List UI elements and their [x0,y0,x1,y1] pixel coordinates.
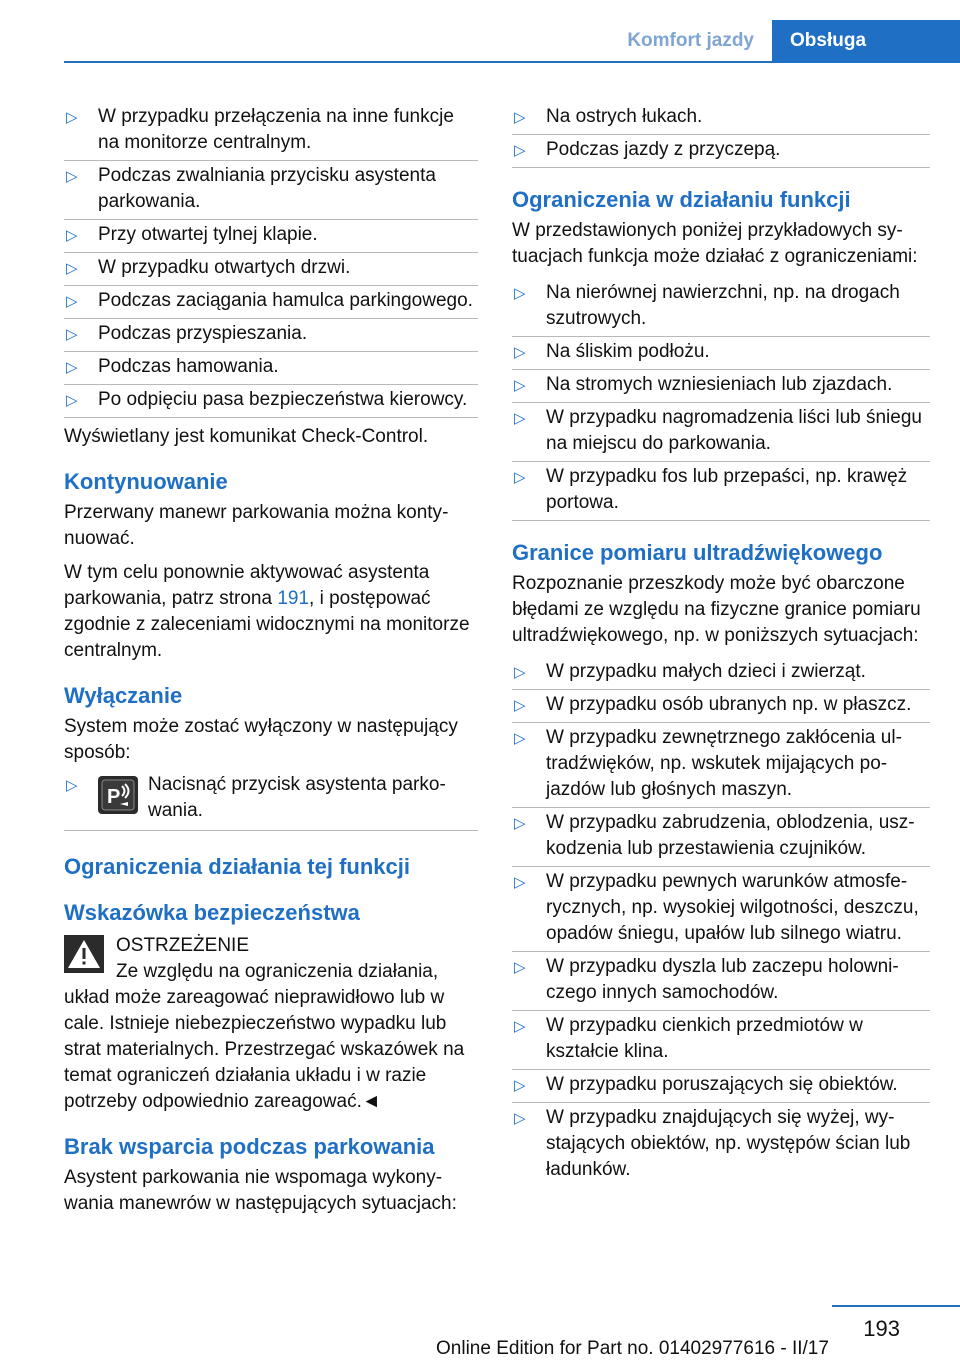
list-item: ▷ W przypadku cienkich przedmiotów w kształcie klina. [512,1011,930,1070]
list-item: ▷ W przypadku fos lub przepaści, np. krawęż portowa. [512,462,930,521]
list-item: ▷ Na stromych wzniesieniach lub zjazdach. [512,370,930,403]
warning-triangle-icon [64,935,104,973]
limitations-list [512,278,930,521]
warning-text: układ może zareagować nieprawidłowo lub w cale. Istnieje niebezpieczeństwo wypadku lub strat materialnych. Przestrzegać wskazówek na temat ograniczeń działania układu i w razie potrzeby odpowiednio zareagować.◄ [64,987,465,1112]
list-item: ▷ Przy otwartej tylnej klapie. [64,220,478,253]
list-item: ▷ W przypadku zabrudzenia, oblodzenia, uszkodzenia lub przestawienia czujników. [512,808,930,867]
paragraph: Asystent parkowania nie wspomaga wykonywania manewrów w następujących sytuacjach: [64,1167,457,1214]
list-item: ▷ W przypadku przełączenia na inne funkcje na monitorze centralnym. [64,102,478,161]
bullet-triangle-icon: ▷ [514,1110,526,1127]
list-item: ▷ Podczas hamowania. [64,352,478,385]
warning-box [64,933,478,985]
list-item: ▷ P Nacisnąć przycisk asystenta parkowania. [64,770,478,831]
bullet-triangle-icon: ▷ [514,142,526,159]
bullet-triangle-icon: ▷ [66,326,78,343]
page-reference-link[interactable]: 191 [277,588,310,609]
bullet-triangle-icon: ▷ [514,874,526,891]
header-rule [64,61,960,63]
list-item: ▷ W przypadku zewnętrznego zakłócenia ultradźwięków, np. wskutek mijających pojazdów lub głośnych maszyn. [512,723,930,808]
heading-granice-pomiaru: Granice pomiaru ultradźwiękowego [512,540,883,565]
right-column [512,102,930,1187]
park-assist-button-icon [98,776,138,814]
heading-brak-wsparcia: Brak wsparcia podczas parkowania [64,1134,435,1159]
bullet-triangle-icon: ▷ [514,1018,526,1035]
list-item: ▷ Podczas przyspieszania. [64,319,478,352]
bullet-triangle-icon: ▷ [514,664,526,681]
warning-title: OSTRZEŻENIE [116,935,250,956]
heading-ograniczenia: Ograniczenia działania tej funkcji [64,854,410,879]
bullet-triangle-icon: ▷ [66,109,78,126]
bullet-triangle-icon: ▷ [514,959,526,976]
bullet-triangle-icon: ▷ [514,344,526,361]
edition-text: Online Edition for Part no. 01402977616 - II/17 [436,1338,829,1359]
cancel-conditions-list [64,102,478,418]
header-chapter: Obsługa [772,20,960,62]
bullet-triangle-icon: ▷ [514,815,526,832]
bullet-triangle-icon: ▷ [514,1077,526,1094]
list-item: ▷ Podczas zwalniania przycisku asystenta parkowania. [64,161,478,220]
header-section: Komfort jazdy [627,30,754,51]
heading-wskazowka: Wskazówka bezpieczeństwa [64,900,360,925]
list-item: ▷ Na śliskim podłożu. [512,337,930,370]
list-item: ▷ W przypadku nagromadzenia liści lub śniegu na miejscu do parkowania. [512,403,930,462]
svg-text:P: P [107,786,121,808]
page-header [609,20,960,62]
bullet-triangle-icon: ▷ [66,168,78,185]
list-item: ▷ Na nierównej nawierzchni, np. na drogach szutrowych. [512,278,930,337]
bullet-triangle-icon: ▷ [514,730,526,747]
bullet-triangle-icon: ▷ [66,359,78,376]
page-number: 193 [863,1316,900,1341]
bullet-triangle-icon: ▷ [514,377,526,394]
list-item: ▷ Na ostrych łukach. [512,102,930,135]
no-support-list [512,102,930,168]
paragraph: System może zostać wyłączony w następujący sposób: [64,716,458,763]
list-item: ▷ W przypadku dyszla lub zaczepu holowniczego innych samochodów. [512,952,930,1011]
bullet-triangle-icon: ▷ [66,293,78,310]
list-item: ▷ W przypadku osób ubranych np. w płaszcz. [512,690,930,723]
bullet-triangle-icon: ▷ [514,697,526,714]
bullet-triangle-icon: ▷ [514,285,526,302]
warning-first-line: Ze względu na ograniczenia działania, [116,961,439,982]
paragraph: Rozpoznanie przeszkody może być obarczone błędami ze względu na fizyczne granice pomiaru ultradźwiękowego, np. w poniższych sytuacjach: [512,573,921,646]
footer-rule [832,1305,960,1307]
heading-wylaczanie: Wyłączanie [64,683,183,708]
bullet-triangle-icon: ▷ [514,410,526,427]
list-item: ▷ W przypadku znajdujących się wyżej, wystających obiektów, np. występów ścian lub ładunków. [514,1107,911,1180]
paragraph: W tym celu ponownie aktywować asystenta parkowania, patrz strona 191, i postępować zgodnie z zaleceniami widocznymi na monitorze centralnym. [64,562,470,661]
bullet-triangle-icon: ▷ [66,227,78,244]
ultrasonic-limits-list [512,657,930,1187]
check-control-text: Wyświetlany jest komunikat Check-Control. [64,426,429,447]
bullet-triangle-icon: ▷ [514,109,526,126]
list-item: ▷ W przypadku małych dzieci i zwierząt. [512,657,930,690]
list-item: ▷ W przypadku pewnych warunków atmosferycznych, np. wysokiej wilgotności, deszczu, opadów śniegu, upałów lub silnego wiatru. [512,867,930,952]
bullet-triangle-icon: ▷ [66,392,78,409]
list-item: ▷ Podczas jazdy z przyczepą. [512,135,930,168]
bullet-triangle-icon: ▷ [514,469,526,486]
left-column [64,102,478,1225]
paragraph: Przerwany manewr parkowania można kontynuować. [64,502,449,549]
paragraph: W przedstawionych poniżej przykładowych sytuacjach funkcja może działać z ograniczeniami: [512,220,918,267]
list-item: ▷ W przypadku otwartych drzwi. [64,253,478,286]
list-item: ▷ Podczas zaciągania hamulca parkingowego. [64,286,478,319]
list-item: ▷ W przypadku poruszających się obiektów. [512,1070,930,1103]
list-item: ▷ Po odpięciu pasa bezpieczeństwa kierowcy. [64,385,478,418]
heading-ograniczenia-w-dzialaniu: Ograniczenia w działaniu funkcji [512,187,851,212]
bullet-triangle-icon: ▷ [66,260,78,277]
heading-kontynuowanie: Kontynuowanie [64,469,228,494]
bullet-triangle-icon: ▷ [66,777,78,794]
